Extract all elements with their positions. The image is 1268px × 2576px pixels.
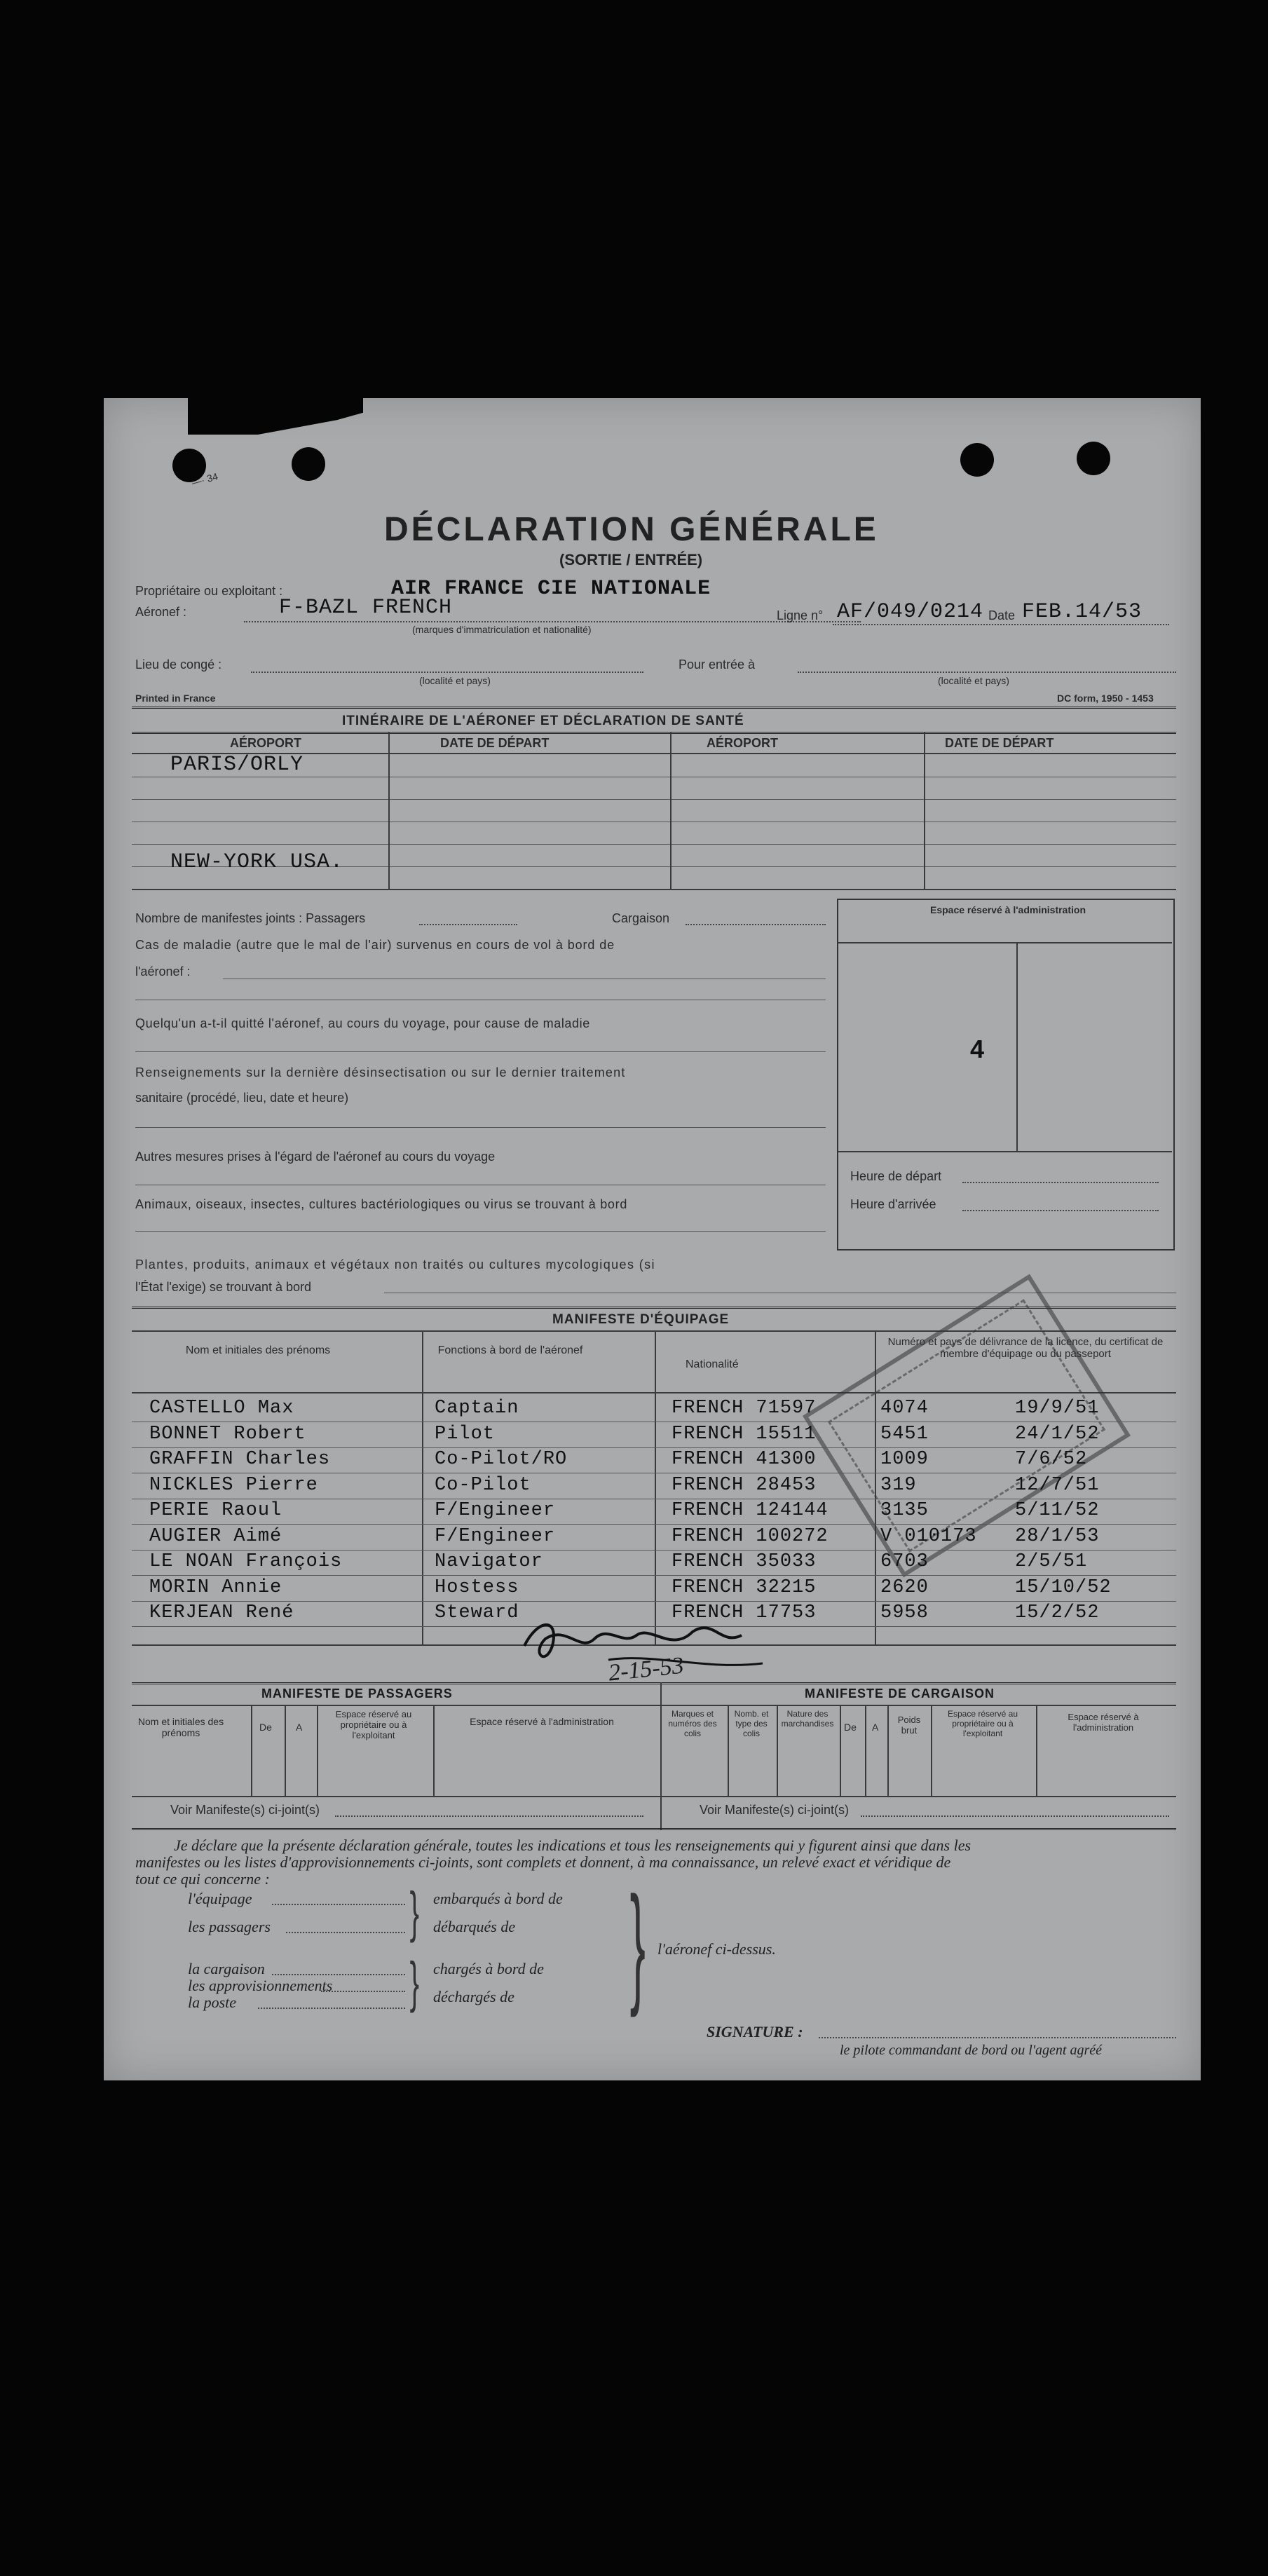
rule [258, 2008, 405, 2009]
pax-header-owner: Espace réservé au propriétaire ou à l'exploitant [335, 1709, 412, 1740]
col-divider [388, 732, 390, 889]
pax-header-de: De [259, 1722, 272, 1733]
rule [321, 1991, 405, 1992]
rule [838, 1151, 1172, 1152]
owner-label: Propriétaire ou exploitant : [135, 584, 283, 598]
col-divider [887, 1705, 889, 1796]
crew-cell-num: 5958 [880, 1602, 929, 1623]
rule [132, 1601, 1176, 1602]
admin-mark: 4 [970, 1035, 985, 1063]
destination-airport: NEW-YORK USA. [170, 850, 344, 874]
approvisionnements-label: les approvisionnements [188, 1977, 333, 1994]
rule [132, 1828, 1176, 1830]
itin-header: AÉROPORT [707, 736, 779, 750]
rule [419, 924, 517, 925]
ligne-label: Ligne n° [777, 608, 824, 622]
punch-hole [1077, 442, 1110, 475]
rule [132, 1705, 1176, 1706]
printed-note: Printed in France [135, 693, 216, 704]
conge-line [251, 672, 643, 673]
crew-cell-num: 4074 [880, 1398, 929, 1419]
col-divider [840, 1705, 841, 1796]
col-divider [660, 1682, 662, 1829]
col-divider [924, 732, 925, 889]
debarques-label: débarqués de [433, 1918, 516, 1935]
crew-cell-role: F/Engineer [435, 1500, 556, 1521]
crew-cell-role: Pilot [435, 1423, 496, 1445]
rule [135, 1231, 826, 1232]
declaration-line-2: manifestes ou les listes d'approvisionnements ci-joints, sont complets et donnent, à ma connaissance, un relevé exact et véridique de [135, 1853, 951, 1871]
rule [135, 1051, 826, 1052]
pax-header-admin: Espace réservé à l'administration [470, 1716, 614, 1727]
rule [132, 1550, 1176, 1551]
health-q2: Quelqu'un a-t-il quitté l'aéronef, au cours du voyage, pour cause de maladie [135, 1016, 590, 1030]
itin-header: DATE DE DÉPART [945, 736, 1054, 750]
declaration-line-1: Je déclare que la présente déclaration générale, toutes les indications et tous les renseignements qui y figurent ainsi que dans les [174, 1836, 972, 1854]
crew-cell-date: 2/5/51 [1015, 1551, 1088, 1572]
cargo-header-nature: Nature des marchandises [781, 1709, 834, 1729]
col-divider [1036, 1705, 1037, 1796]
entree-label: Pour entrée à [679, 657, 756, 672]
conge-label: Lieu de congé : [135, 657, 222, 672]
col-divider [317, 1705, 318, 1796]
col-divider [433, 1705, 435, 1796]
signature-label: SIGNATURE : [707, 2023, 803, 2040]
rule [962, 1210, 1159, 1211]
entree-line [798, 672, 1176, 673]
cargo-count-label: Cargaison [612, 911, 670, 925]
crew-cell-name: KERJEAN René [149, 1602, 294, 1623]
health-q6: Plantes, produits, animaux et végétaux non traités ou cultures mycologiques (si [135, 1258, 655, 1272]
cargo-header-a: A [872, 1722, 879, 1733]
col-divider [1016, 942, 1018, 1151]
brace: } [629, 1869, 646, 2018]
cargo-header-admin: Espace réservé à l'administration [1068, 1712, 1139, 1733]
punch-hole [960, 443, 994, 477]
crew-header-role: Fonctions à bord de l'aéronef [437, 1344, 583, 1356]
rule [132, 1796, 1176, 1797]
declaration-form-sheet [104, 398, 1201, 2080]
crew-cell-nat: FRENCH 15511 [672, 1423, 817, 1445]
rule [132, 844, 1176, 845]
health-q3: Renseignements sur la dernière désinsectisation ou sur le dernier traitement [135, 1065, 626, 1079]
form-title: DÉCLARATION GÉNÉRALE [384, 511, 879, 548]
torn-corner [188, 398, 363, 435]
crew-cell-num: 5451 [880, 1423, 929, 1445]
health-q3b: sanitaire (procédé, lieu, date et heure) [135, 1091, 349, 1105]
crew-cell-role: Navigator [435, 1551, 543, 1572]
aircraft-value: F-BAZL FRENCH [279, 596, 453, 620]
pax-footer: Voir Manifeste(s) ci-joint(s) [170, 1803, 320, 1817]
crew-cell-num: 6703 [880, 1551, 929, 1572]
rule [861, 1815, 1169, 1817]
col-divider [777, 1705, 778, 1796]
punch-hole [292, 447, 325, 481]
crew-cell-date: 24/1/52 [1015, 1423, 1100, 1445]
rule [335, 1815, 643, 1817]
ligne-value: AF/049/0214 [837, 600, 984, 624]
cargo-manifest-title: MANIFESTE DE CARGAISON [805, 1686, 995, 1701]
crew-cell-nat: FRENCH 124144 [672, 1500, 829, 1521]
crew-cell-date: 5/11/52 [1015, 1500, 1100, 1521]
date-label: Date [988, 608, 1016, 622]
crew-cell-name: MORIN Annie [149, 1576, 282, 1598]
form-subtitle: (SORTIE / ENTRÉE) [559, 551, 703, 568]
crew-cell-nat: FRENCH 41300 [672, 1449, 817, 1470]
passagers-label: les passagers [188, 1918, 271, 1935]
manifest-count-label: Nombre de manifestes joints : Passagers [135, 911, 366, 925]
rule [132, 1575, 1176, 1576]
itin-header: AÉROPORT [230, 736, 302, 750]
crew-cell-nat: FRENCH 17753 [672, 1602, 817, 1623]
crew-cell-num: 3135 [880, 1500, 929, 1521]
form-ref: DC form, 1950 - 1453 [1057, 693, 1154, 704]
crew-cell-nat: FRENCH 28453 [672, 1474, 817, 1496]
crew-cell-name: CASTELLO Max [149, 1398, 294, 1419]
cargaison-label: la cargaison [188, 1960, 265, 1977]
crew-cell-name: PERIE Raoul [149, 1500, 282, 1521]
rule [132, 1682, 1176, 1684]
passenger-manifest-title: MANIFESTE DE PASSAGERS [261, 1686, 453, 1701]
crew-cell-role: F/Engineer [435, 1525, 556, 1547]
owner-value: AIR FRANCE CIE NATIONALE [391, 577, 711, 601]
health-q6b: l'État l'exige) se trouvant à bord [135, 1280, 312, 1294]
crew-cell-num: V 010173 [880, 1525, 977, 1547]
health-q4: Autres mesures prises à l'égard de l'aéronef au cours du voyage [135, 1150, 496, 1164]
rule [135, 1127, 826, 1128]
col-divider [655, 1330, 656, 1644]
crew-cell-name: LE NOAN François [149, 1551, 343, 1572]
crew-cell-date: 28/1/53 [1015, 1525, 1100, 1547]
rule [962, 1182, 1159, 1183]
heure-depart-label: Heure de départ [850, 1169, 942, 1183]
col-divider [251, 1705, 252, 1796]
ligne-line [833, 624, 1169, 625]
corner-note: —· 34 [190, 470, 219, 489]
col-divider [931, 1705, 932, 1796]
rule [272, 1904, 405, 1905]
cargo-header-count: Nomb. et type des colis [734, 1709, 769, 1738]
aircraft-line [244, 621, 861, 622]
crew-cell-name: AUGIER Aimé [149, 1525, 282, 1547]
crew-cell-role: Hostess [435, 1576, 519, 1598]
aircraft-label: Aéronef : [135, 605, 187, 619]
cargo-header-owner: Espace réservé au propriétaire ou à l'exploitant [947, 1709, 1018, 1738]
col-divider [865, 1705, 866, 1796]
brace: } [409, 1881, 420, 1943]
cargo-header-marks: Marques et numéros des colis [668, 1709, 717, 1738]
crew-cell-date: 7/6/52 [1015, 1449, 1088, 1470]
col-divider [285, 1705, 286, 1796]
equipage-label: l'équipage [188, 1890, 252, 1907]
date-value: FEB.14/53 [1022, 600, 1143, 624]
crew-cell-role: Co-Pilot/RO [435, 1449, 568, 1470]
crew-header-name: Nom et initiales des prénoms [185, 1344, 331, 1356]
crew-cell-role: Steward [435, 1602, 519, 1623]
heure-arrivee-label: Heure d'arrivée [850, 1197, 936, 1211]
crew-manifest-title: MANIFESTE D'ÉQUIPAGE [552, 1312, 730, 1327]
origin-airport: PARIS/ORLY [170, 753, 304, 777]
cargo-footer: Voir Manifeste(s) ci-joint(s) [700, 1803, 850, 1817]
admin-box-title: Espace réservé à l'administration [930, 904, 1086, 915]
rule [132, 799, 1176, 800]
pax-header-a: A [296, 1722, 303, 1733]
crew-cell-nat: FRENCH 35033 [672, 1551, 817, 1572]
crew-cell-name: NICKLES Pierre [149, 1474, 318, 1496]
entree-sub: (localité et pays) [938, 675, 1009, 686]
pax-header-name: Nom et initiales des prénoms [137, 1716, 224, 1738]
itin-header: DATE DE DÉPART [440, 736, 550, 750]
crew-cell-name: BONNET Robert [149, 1423, 306, 1445]
signature-line [819, 2037, 1176, 2038]
poste-label: la poste [188, 1994, 237, 2011]
crew-cell-date: 15/2/52 [1015, 1602, 1100, 1623]
crew-cell-role: Captain [435, 1398, 519, 1419]
crew-cell-name: GRAFFIN Charles [149, 1449, 331, 1470]
cargo-header-weight: Poids brut [897, 1715, 921, 1736]
health-q1b: l'aéronef : [135, 965, 191, 979]
crew-cell-num: 319 [880, 1474, 917, 1496]
rule [132, 1447, 1176, 1448]
declaration-line-3: tout ce qui concerne : [135, 1870, 270, 1888]
decharges-label: déchargés de [433, 1988, 514, 2005]
section-itinerary-title: ITINÉRAIRE DE L'AÉRONEF ET DÉCLARATION DE SANTÉ [342, 714, 744, 728]
rule [132, 732, 1176, 734]
col-divider [728, 1705, 729, 1796]
col-divider [670, 732, 672, 889]
charges-label: chargés à bord de [433, 1960, 544, 1977]
rule [686, 924, 826, 925]
crew-cell-date: 12/7/51 [1015, 1474, 1100, 1496]
col-divider [422, 1330, 423, 1644]
aircraft-sub: (marques d'immatriculation et nationalité) [412, 624, 592, 635]
crew-cell-date: 15/10/52 [1015, 1576, 1112, 1598]
rule [132, 707, 1176, 709]
crew-cell-role: Co-Pilot [435, 1474, 531, 1496]
rule [272, 1974, 405, 1975]
rule [132, 1524, 1176, 1525]
crew-header-licence: Numéro et pays de délivrance de la licence, du certificat de membre d'équipage ou du passeport [887, 1336, 1164, 1360]
crew-cell-nat: FRENCH 100272 [672, 1525, 829, 1547]
crew-cell-nat: FRENCH 71597 [672, 1398, 817, 1419]
cargo-header-de: De [844, 1722, 857, 1733]
signature-sub: le pilote commandant de bord ou l'agent agréé [840, 2043, 1103, 2058]
crew-cell-num: 2620 [880, 1576, 929, 1598]
crew-cell-date: 19/9/51 [1015, 1398, 1100, 1419]
signature-date: 2-15-53 [607, 1652, 686, 1686]
crew-header-nationality: Nationalité [686, 1358, 739, 1370]
brace: } [409, 1951, 420, 2013]
aeronef-label: l'aéronef ci-dessus. [657, 1940, 776, 1958]
rule [838, 942, 1172, 943]
conge-sub: (localité et pays) [419, 675, 491, 686]
embarques-label: embarqués à bord de [433, 1890, 563, 1907]
rule [132, 889, 1176, 890]
health-q1: Cas de maladie (autre que le mal de l'air) survenus en cours de vol à bord de [135, 938, 615, 952]
crew-cell-nat: FRENCH 32215 [672, 1576, 817, 1598]
rule [286, 1932, 405, 1933]
crew-cell-num: 1009 [880, 1449, 929, 1470]
health-q5: Animaux, oiseaux, insectes, cultures bactériologiques ou virus se trouvant à bord [135, 1197, 628, 1211]
